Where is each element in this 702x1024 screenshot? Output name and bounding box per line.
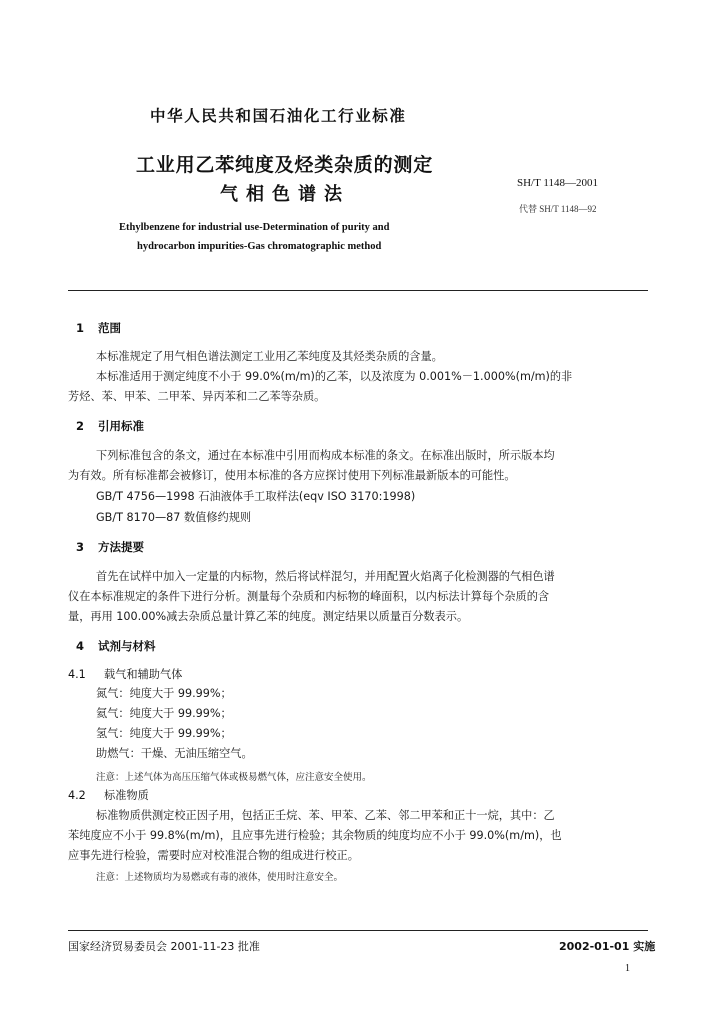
reference-item: GB/T 8170—87 数值修约规则 xyxy=(96,511,252,524)
english-title-line2: hydrocarbon impurities-Gas chromatographic method xyxy=(137,241,382,252)
paragraph-line: 首先在试样中加入一定量的内标物，然后将试样混匀，并用配置火焰离子化检测器的气相色谱 xyxy=(96,570,555,583)
section-3-heading xyxy=(76,539,144,555)
section-number: 2 xyxy=(76,419,85,433)
paragraph-line: 为有效。所有标准都会被修订，使用本标准的各方应探讨使用下列标准最新版本的可能性。 xyxy=(68,469,516,482)
header-divider xyxy=(68,290,648,291)
page-number: 1 xyxy=(625,963,630,974)
english-title-line1: Ethylbenzene for industrial use-Determination of purity and xyxy=(119,222,390,233)
section-4-heading xyxy=(76,638,156,654)
reference-item: GB/T 4756—1998 石油液体手工取样法(eqv ISO 3170:1998) xyxy=(96,490,416,503)
paragraph-line: 仪在本标准规定的条件下进行分析。测量每个杂质和内标物的峰面积，以内标法计算每个杂质的含 xyxy=(68,590,550,603)
paragraph-line: 苯纯度应不小于 99.8%(m/m)，且应事先进行检验；其余物质的纯度均应不小于 99.0%(m/m)，也 xyxy=(68,829,562,842)
section-title: 引用标准 xyxy=(98,419,144,433)
document-title-line2: 气相色谱法 xyxy=(220,184,350,205)
subsection-number: 4.2 xyxy=(68,789,86,802)
section-number: 3 xyxy=(76,540,85,554)
section-2-heading xyxy=(76,418,144,434)
list-item: 氮气：纯度大于 99.99%； xyxy=(96,687,232,700)
paragraph-line: 标准物质供测定校正因子用，包括正壬烷、苯、甲苯、乙苯、邻二甲苯和正十一烷，其中：乙 xyxy=(96,809,555,822)
paragraph-line: 应事先进行检验，需要时应对校准混合物的组成进行校正。 xyxy=(68,849,359,862)
list-item: 氢气：纯度大于 99.99%； xyxy=(96,727,232,740)
list-item: 助燃气：干燥、无油压缩空气。 xyxy=(96,747,253,760)
subsection-title: 标准物质 xyxy=(104,789,149,802)
paragraph-line: 量，再用 100.00%减去杂质总量计算乙苯的纯度。测定结果以质量百分数表示。 xyxy=(68,610,469,623)
paragraph-line: 本标准规定了用气相色谱法测定工业用乙苯纯度及其烃类杂质的含量。 xyxy=(96,350,443,363)
section-1-heading xyxy=(76,320,121,336)
section-title: 范围 xyxy=(98,321,121,335)
list-item: 氦气：纯度大于 99.99%； xyxy=(96,707,232,720)
subsection-number: 4.1 xyxy=(68,668,86,681)
footer-divider xyxy=(68,930,648,931)
subsection-title: 载气和辅助气体 xyxy=(104,668,183,681)
replaces-standard: 代替 SH/T 1148—92 xyxy=(519,204,597,214)
implementation-date: 2002-01-01 实施 xyxy=(559,940,656,953)
safety-note: 注意：上述物质均为易燃或有毒的液体，使用时注意安全。 xyxy=(96,872,344,883)
paragraph-line: 芳烃、苯、甲苯、二甲苯、异丙苯和二乙苯等杂质。 xyxy=(68,390,326,403)
subsection-4-1-heading xyxy=(68,666,182,682)
section-number: 1 xyxy=(76,321,85,335)
subsection-4-2-heading xyxy=(68,787,149,803)
approval-line: 国家经济贸易委员会 2001-11-23 批准 xyxy=(68,940,260,953)
document-title-line1: 工业用乙苯纯度及烃类杂质的测定 xyxy=(136,154,434,176)
section-title: 方法提要 xyxy=(98,540,144,554)
safety-note: 注意：上述气体为高压压缩气体或极易燃气体，应注意安全使用。 xyxy=(96,772,372,783)
paragraph-line: 下列标准包含的条文，通过在本标准中引用而构成本标准的条文。在标准出版时，所示版本均 xyxy=(96,449,555,462)
section-title: 试剂与材料 xyxy=(98,639,156,653)
section-number: 4 xyxy=(76,639,85,653)
standard-code: SH/T 1148—2001 xyxy=(517,177,598,189)
paragraph-line: 本标准适用于测定纯度不小于 99.0%(m/m)的乙苯，以及浓度为 0.001%－1.000%(m/m)的非 xyxy=(96,370,573,383)
issuing-organization: 中华人民共和国石油化工行业标准 xyxy=(150,107,407,125)
